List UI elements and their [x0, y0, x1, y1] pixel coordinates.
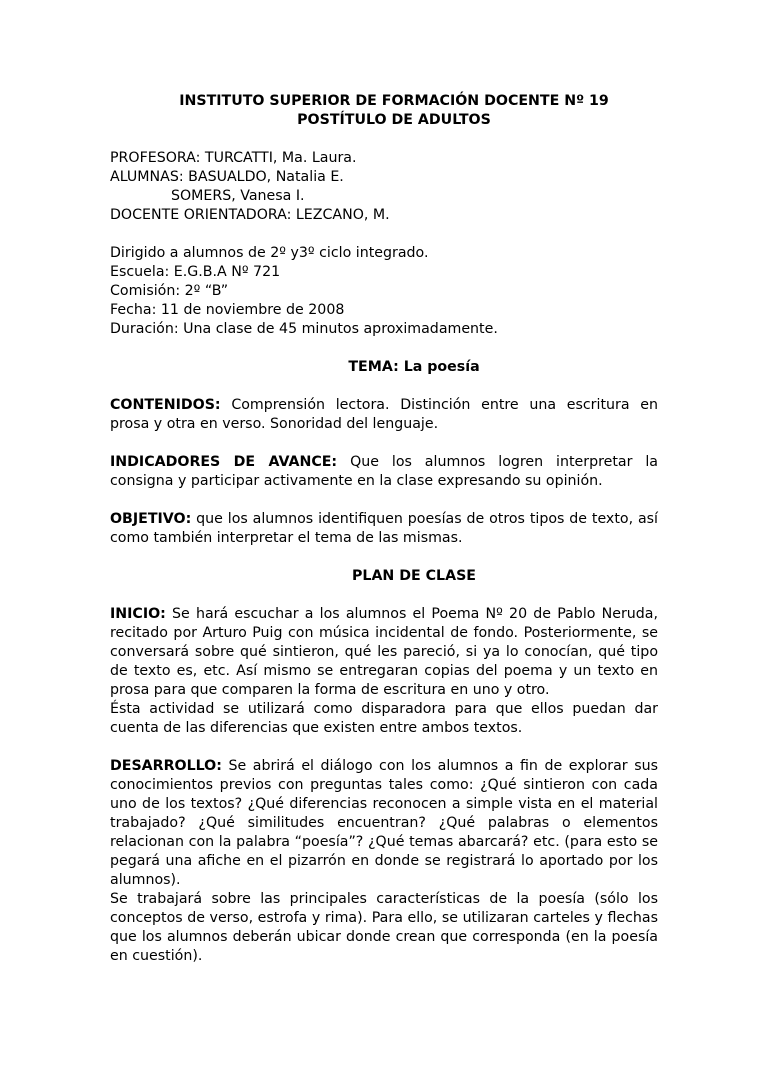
contenidos-label: CONTENIDOS: [110, 397, 221, 413]
inicio-paragraph [110, 605, 658, 700]
profesora-line: PROFESORA: TURCATTI, Ma. Laura. [110, 150, 357, 166]
objetivo-text: que los alumnos identifiquen poesías de otros tipos de texto, así como también interpretar el tema de las mismas. [110, 511, 658, 546]
contenidos-paragraph [110, 396, 658, 434]
document-page [110, 92, 658, 966]
topic-heading: TEMA: La poesía [348, 359, 480, 375]
inicio-text: Se hará escuchar a los alumnos el Poema Nº 20 de Pablo Neruda, recitado por Arturo Puig con música incidental de fondo. Posteriormente, se conversará sobre qué sintieron, qué les pareció, si ya lo conocían, qué tipo de texto es, etc. Así mismo se entregaran copias del poema y un texto en prosa para que comparen la forma de escritura en uno y otro. [110, 606, 658, 698]
fecha-line: Fecha: 11 de noviembre de 2008 [110, 302, 345, 318]
escuela-line: Escuela: E.G.B.A Nº 721 [110, 264, 281, 280]
class-details [110, 244, 658, 339]
program-title: POSTÍTULO DE ADULTOS [297, 112, 491, 128]
inicio-label: INICIO: [110, 606, 166, 622]
indicadores-label: INDICADORES DE AVANCE: [110, 454, 338, 470]
contenidos-text: Comprensión lectora. Distinción entre una escritura en prosa y otra en verso. Sonoridad del lenguaje. [110, 397, 658, 432]
docente-line: DOCENTE ORIENTADORA: LEZCANO, M. [110, 207, 390, 223]
alumnas-line: ALUMNAS: BASUALDO, Natalia E. [110, 169, 344, 185]
objetivo-paragraph [110, 510, 658, 548]
desarrollo-paragraph-2: Se trabajará sobre las principales características de la poesía (sólo los conceptos de verso, estrofa y rima). Para ello, se utilizaran carteles y flechas que los alumnos deberán ubicar donde crean que corresponda (en la poesía en cuestión). [110, 891, 658, 964]
desarrollo-text: Se abrirá el diálogo con los alumnos a fin de explorar sus conocimientos previos con preguntas tales como: ¿Qué sintieron con cada uno de los textos? ¿Qué diferencias reconocen a simple vista en el material trabajado? ¿Qué similitudes encuentran? ¿Qué palabras o elementos relacionan con la palabra “poesía”? ¿Qué temas abarcará? etc. (para esto se pegará una afiche en el pizarrón en donde se registrará lo aportado por los alumnos). [110, 758, 658, 888]
institution-header [130, 92, 658, 130]
indicadores-text: Que los alumnos logren interpretar la consigna y participar activamente en la clase expresando su opinión. [110, 454, 659, 489]
indicadores-paragraph [110, 453, 658, 491]
desarrollo-label: DESARROLLO: [110, 758, 222, 774]
desarrollo-paragraph [110, 757, 658, 890]
staff-block [110, 149, 658, 225]
inicio-paragraph-2: Ésta actividad se utilizará como disparadora para que ellos puedan dar cuenta de las diferencias que existen entre ambos textos. [110, 701, 658, 736]
objetivo-label: OBJETIVO: [110, 511, 192, 527]
institution-title: INSTITUTO SUPERIOR DE FORMACIÓN DOCENTE Nº 19 [179, 93, 609, 109]
alumna-second-line: SOMERS, Vanesa I. [171, 188, 305, 204]
comision-line: Comisión: 2º “B” [110, 283, 229, 299]
dirigido-line: Dirigido a alumnos de 2º y3º ciclo integrado. [110, 245, 429, 261]
plan-heading: PLAN DE CLASE [352, 568, 476, 584]
duracion-line: Duración: Una clase de 45 minutos aproximadamente. [110, 321, 498, 337]
